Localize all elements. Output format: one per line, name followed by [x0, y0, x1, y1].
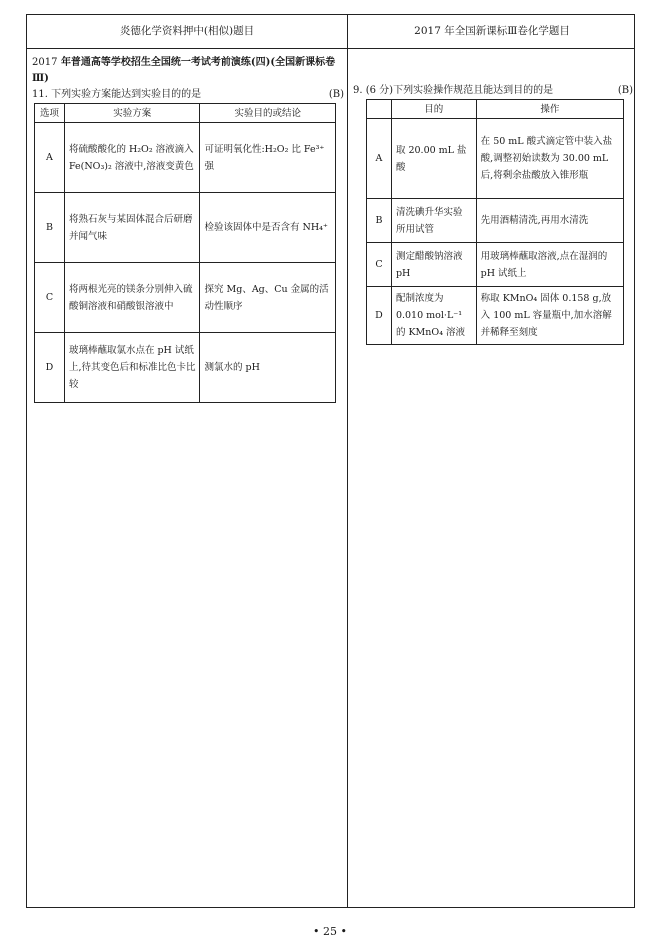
right-question-table	[366, 99, 624, 345]
row-goal: 检验该固体中是否含有 NH₄⁺	[200, 193, 336, 263]
row-goal: 清洗碘升华实验所用试管	[391, 199, 476, 243]
header-goal: 实验目的或结论	[200, 104, 336, 123]
left-answer: (B)	[328, 89, 344, 100]
row-option: C	[35, 263, 65, 333]
page-frame	[26, 14, 635, 908]
left-question	[32, 87, 344, 103]
row-option: B	[367, 199, 392, 243]
row-plan: 将熟石灰与某固体混合后研磨并闻气味	[64, 193, 200, 263]
row-goal: 取 20.00 mL 盐酸	[391, 119, 476, 199]
column-divider	[347, 15, 348, 907]
right-question-text: 9. (6 分)下列实验操作规范且能达到目的的是	[353, 85, 554, 96]
row-plan: 将两根光亮的镁条分别伸入硫酸铜溶液和硝酸银溶液中	[64, 263, 200, 333]
right-answer: (B)	[617, 85, 633, 96]
table-row	[35, 333, 336, 403]
row-option: A	[367, 119, 392, 199]
right-column	[353, 51, 633, 345]
row-goal: 配制浓度为 0.010 mol·L⁻¹ 的 KMnO₄ 溶液	[391, 287, 476, 345]
row-option: D	[35, 333, 65, 403]
header-divider	[27, 48, 634, 49]
row-operation: 先用酒精清洗,再用水清洗	[476, 199, 623, 243]
left-question-table	[34, 103, 336, 403]
header-goal: 目的	[391, 100, 476, 119]
row-operation: 在 50 mL 酸式滴定管中装入盐酸,调整初始读数为 30.00 mL 后,将剩余盐酸放入锥形瓶	[476, 119, 623, 199]
left-column-header: 炎德化学资料押中(相似)题目	[119, 25, 255, 37]
table-header-row	[367, 100, 624, 119]
page-number: • 25 •	[313, 925, 347, 938]
header-option	[367, 100, 392, 119]
row-operation: 称取 KMnO₄ 固体 0.158 g,放入 100 mL 容量瓶中,加水溶解并稀释至刻度	[476, 287, 623, 345]
table-row	[367, 119, 624, 199]
row-plan: 将硫酸酸化的 H₂O₂ 溶液滴入 Fe(NO₃)₂ 溶液中,溶液变黄色	[64, 123, 200, 193]
row-option: B	[35, 193, 65, 263]
table-row	[367, 199, 624, 243]
row-plan: 玻璃棒蘸取氯水点在 pH 试纸上,待其变色后和标准比色卡比较	[64, 333, 200, 403]
header-plan: 实验方案	[64, 104, 200, 123]
exam-title	[32, 55, 344, 87]
row-goal: 测定醋酸钠溶液 pH	[391, 243, 476, 287]
left-column	[32, 51, 344, 403]
left-question-text: 11. 下列实验方案能达到实验目的的是	[32, 89, 202, 100]
row-goal: 可证明氧化性:H₂O₂ 比 Fe³⁺ 强	[200, 123, 336, 193]
table-row	[35, 193, 336, 263]
table-row	[367, 287, 624, 345]
row-goal: 探究 Mg、Ag、Cu 金属的活动性顺序	[200, 263, 336, 333]
right-column-header: 2017 年全国新课标Ⅲ卷化学题目	[414, 25, 570, 37]
header-operation: 操作	[476, 100, 623, 119]
table-row	[35, 123, 336, 193]
right-question	[353, 83, 633, 99]
exam-year: 2017	[32, 57, 58, 68]
row-option: D	[367, 287, 392, 345]
exam-title-text: 年普通高等学校招生全国统一考试考前演练(四)(全国新课标卷Ⅲ)	[32, 57, 336, 84]
header-option: 选项	[35, 104, 65, 123]
row-operation: 用玻璃棒蘸取溶液,点在湿润的 pH 试纸上	[476, 243, 623, 287]
table-row	[367, 243, 624, 287]
table-row	[35, 263, 336, 333]
row-option: C	[367, 243, 392, 287]
table-header-row	[35, 104, 336, 123]
row-option: A	[35, 123, 65, 193]
row-goal: 测氯水的 pH	[200, 333, 336, 403]
